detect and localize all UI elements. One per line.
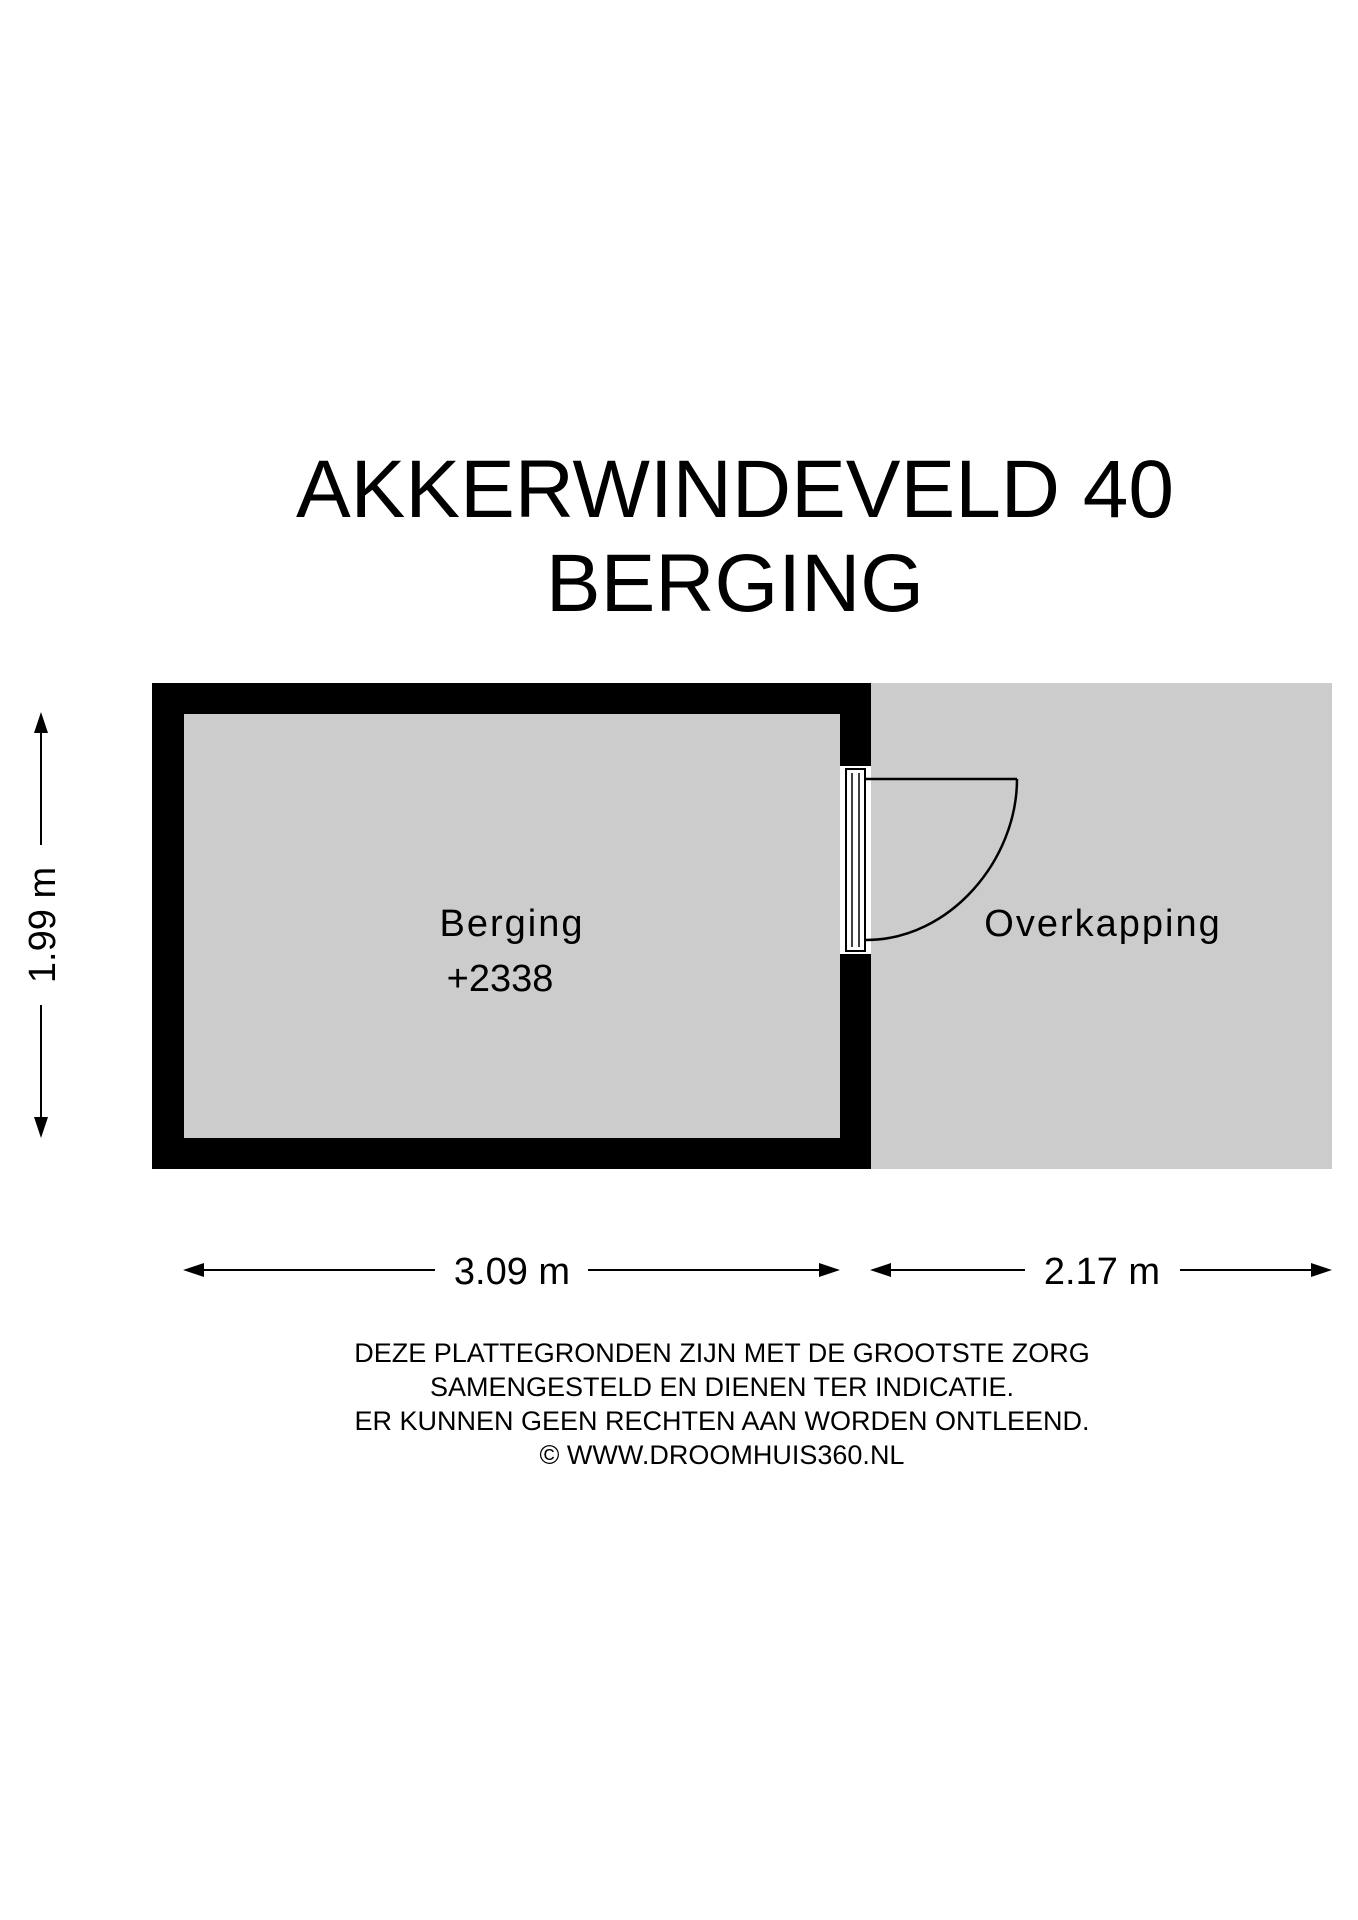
- disclaimer-line-4: © WWW.DROOMHUIS360.NL: [539, 1440, 905, 1470]
- dimension-width-berging-label: 3.09 m: [453, 1251, 571, 1293]
- arrow-left-icon: [870, 1263, 891, 1277]
- arrow-right-icon: [819, 1263, 840, 1277]
- dimension-height-label: 1.99 m: [22, 866, 64, 984]
- disclaimer-line-1: DEZE PLATTEGRONDEN ZIJN MET DE GROOTSTE ZORG: [354, 1338, 1090, 1368]
- dimension-width-overkapping-label: 2.17 m: [1043, 1251, 1161, 1293]
- arrow-up-icon: [34, 712, 48, 733]
- arrow-down-icon: [34, 1117, 48, 1138]
- dimension-width-overkapping: [870, 1251, 1332, 1293]
- arrow-left-icon: [183, 1263, 204, 1277]
- disclaimer: [354, 1338, 1090, 1470]
- arrow-right-icon: [1311, 1263, 1332, 1277]
- disclaimer-line-2: SAMENGESTELD EN DIENEN TER INDICATIE.: [429, 1372, 1015, 1402]
- disclaimer-line-3: ER KUNNEN GEEN RECHTEN AAN WORDEN ONTLEEND.: [354, 1406, 1090, 1436]
- room-label-berging: Berging: [439, 903, 585, 945]
- dimension-width-berging: [183, 1251, 840, 1293]
- room-label-overkapping: Overkapping: [984, 903, 1222, 945]
- dimension-height: [22, 712, 64, 1138]
- title-line-2: BERGING: [545, 538, 925, 629]
- room-level-berging: +2338: [446, 958, 554, 1000]
- title-line-1: AKKERWINDEVELD 40: [295, 444, 1175, 535]
- door-opening: [840, 765, 871, 955]
